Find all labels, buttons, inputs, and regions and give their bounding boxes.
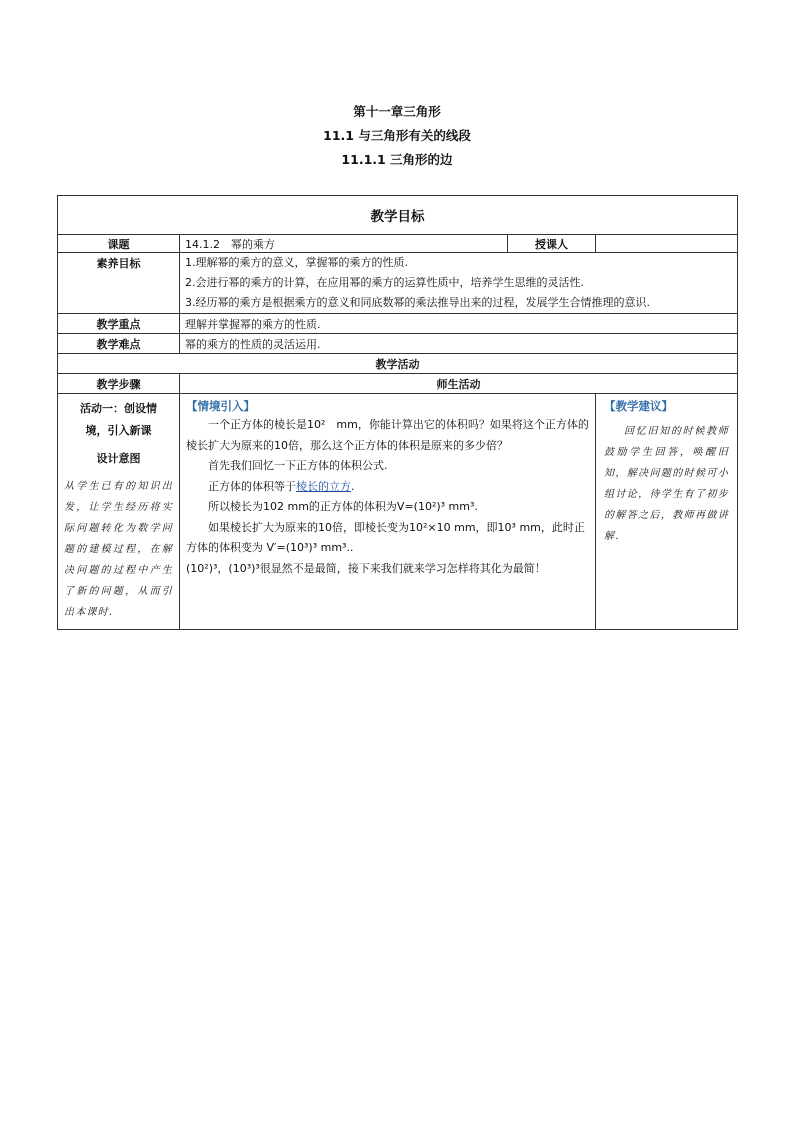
cube-edge-link[interactable]: 棱长的立方 (296, 479, 351, 493)
chapter-title: 第十一章三角形 (353, 104, 441, 119)
teacher-label: 授课人 (508, 235, 596, 253)
steps-label: 教学步骤 (58, 374, 180, 394)
difficulty-label: 教学难点 (58, 334, 180, 354)
subsection-title: 11.1.1 三角形的边 (341, 152, 453, 167)
goals-label: 素养目标 (58, 253, 180, 314)
section-title: 11.1 与三角形有关的线段 (323, 128, 471, 143)
activity1-title-line1: 活动一：创设情 (80, 402, 157, 415)
topic-label: 课题 (58, 235, 180, 253)
teacher-student-activity-cell (180, 394, 596, 630)
teaching-suggestion-text: 回忆旧知的时候教师鼓励学生回答，唤醒旧知，解决问题的时候可小组讨论，待学生有了初步的解答之后，教师再做讲解. (604, 426, 729, 542)
goal-item: 3.经历幂的乘方是根据乘方的意义和同底数幂的乘法推导出来的过程，发展学生合情推理的意识. (185, 296, 650, 309)
teacher-value (596, 235, 738, 253)
scene-paragraph: 首先我们回忆一下正方体的体积公式. (208, 459, 388, 472)
title-block (0, 100, 794, 172)
scene-text: . (351, 479, 355, 493)
activity1-title-line2: 境，引入新课 (85, 424, 152, 437)
design-intent-text: 从学生已有的知识出发，让学生经历将实际问题转化为数学问题的建模过程，在解决问题的过程中产生了新的问题，从而引出本课时. (64, 481, 173, 618)
activity-steps-cell (58, 394, 180, 630)
key-point-value: 理解并掌握幂的乘方的性质. (180, 314, 738, 334)
lesson-plan-table (57, 195, 738, 630)
goal-item: 1.理解幂的乘方的意义，掌握幂的乘方的性质. (185, 256, 408, 269)
teaching-goals-header: 教学目标 (58, 196, 738, 235)
teaching-suggestion-heading: 【教学建议】 (604, 399, 673, 413)
goal-item: 2.会进行幂的乘方的计算，在应用幂的乘方的运算性质中，培养学生思维的灵活性. (185, 276, 584, 289)
activities-header: 教学活动 (58, 354, 738, 374)
key-point-label: 教学重点 (58, 314, 180, 334)
scene-paragraph: 如果棱长扩大为原来的10倍，即棱长变为10²×10 mm，即10³ mm，此时正方体的体积变为 V′=(10³)³ mm³.. (186, 520, 585, 554)
scene-intro-heading: 【情境引入】 (186, 399, 255, 413)
topic-value: 14.1.2 幂的乘方 (180, 235, 508, 253)
goals-cell (180, 253, 738, 314)
difficulty-value: 幂的乘方的性质的灵活运用. (180, 334, 738, 354)
design-intent-label: 设计意图 (96, 452, 141, 465)
scene-paragraph: 所以棱长为102 mm的正方体的体积为V=(10²)³ mm³. (208, 500, 478, 513)
scene-paragraph: (10²)³，(10³)³很显然不是最简，接下来我们就来学习怎样将其化为最简！ (186, 561, 546, 575)
teaching-suggestion-cell (596, 394, 738, 630)
scene-paragraph: 一个正方体的棱长是10² mm，你能计算出它的体积吗？如果将这个正方体的棱长扩大为原来的10倍，那么这个正方体的体积是原来的多少倍？ (186, 418, 589, 452)
interaction-label: 师生活动 (180, 374, 738, 394)
scene-paragraph (186, 477, 589, 498)
scene-text: 正方体的体积等于 (208, 479, 296, 493)
